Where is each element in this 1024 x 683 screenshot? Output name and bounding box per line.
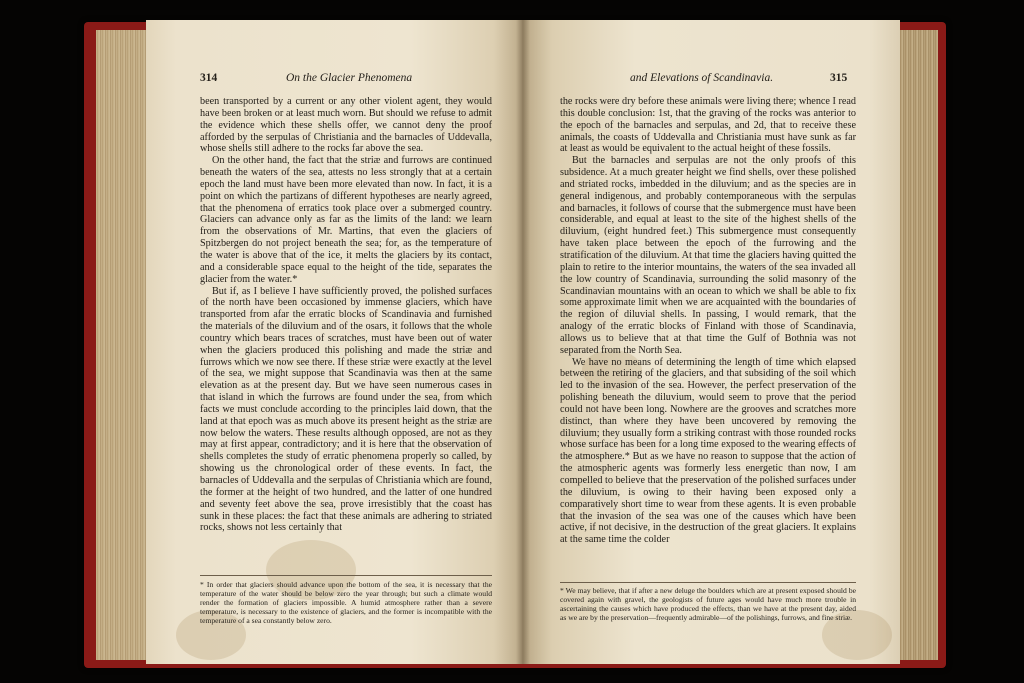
footnote-rule bbox=[200, 575, 492, 576]
page-number: 315 bbox=[830, 72, 848, 84]
paragraph: On the other hand, the fact that the striæ and furrows are continued beneath the waters of the sea, attests no less strongly that at a certain epoch the land must have been more elevated than now. In fact, it is a point on which the partizans of different hypotheses are nearly agreed, that the phenomena of erratics took place over a submerged country. Glaciers can advance only as far as the limits of the land: we learn from the observations of Mr. Martins, that even the glaciers of Spitzbergen do not project beneath the sea; for, as the temperature of the water is above that of the ice, it melts the glaciers by its contact, and a considerable space equal to the height of the tide, separates the glacier from the water.* bbox=[200, 155, 492, 285]
right-page bbox=[522, 20, 900, 664]
paragraph: We have no means of determining the length of time which elapsed between the retiring of the glaciers, and that subsiding of the soil which led to the invasion of the sea. However, the perfect preservation of the polishing beneath the diluvium, would seem to prove that the period could not have been long. Nowhere are the grooves and scratches more distinct, than where they have been uncovered by removing the diluvium; they usually form a striking contrast with those rounded rocks whose surface has been for a long time exposed to the wearing effects of the atmosphere.* But as we have no reason to suppose that the action of the atmospheric agents was formerly less energetic than now, I am compelled to believe that the preservation of the polished surfaces under the diluvium, is owing to their having been exposed only a comparatively short time to wear from these agents. It is even probable that the invasion of the sea was one of the causes which have been active, if not decisive, in the destruction of the great glaciers. It explains at the same time the colder bbox=[560, 356, 856, 546]
running-head: On the Glacier Phenomena bbox=[286, 72, 413, 84]
paragraph: But if, as I believe I have sufficiently proved, the polished surfaces of the north have been occasioned by immense glaciers, which have transported from afar the erratic blocks of Scandinavia and furnished the materials of the diluvium and of the osars, it follows that the whole country which bears traces of scratches, must have been out of water when the glaciers produced this polishing and made the striæ and furrows which we now see there. If these striæ were exactly at the level of the sea, we might suppose that Scandinavia was then at the same elevation as at the present day. But we have seen numerous cases in that island in which the furrows are found under the sea, from which facts we must conclude according to the principles laid down, that the land at that epoch was as much above its present height as the striæ are now below the waters. These results although opposed, are not as they may at first appear, contradictory; and it is here that the observation of shells completes the study of erratic phenomena properly so called, by showing us the chronological order of these events. In fact, the barnacles of Uddevalla and the serpulas of Christiania which are found, the former at the height of two hundred, and the latter of one hundred and seventy feet above the sea, prove irresistibly that the coast has sunk in these places: the fact that these animals are adhering to striated rocks, shows not less certainly that bbox=[200, 285, 492, 534]
paragraph: the rocks were dry before these animals were living there; whence I read this double conclusion: 1st, that the graving of the rocks was anterior to the epoch of the barnacles and serpulas, and 2d, that to receive these animals, the coasts of Uddevalla and Christiania must have sunk as far at least as would be equivalent to the actual height of these fossils. bbox=[560, 96, 856, 155]
page-edges-left bbox=[96, 30, 152, 660]
page-number: 314 bbox=[200, 72, 218, 84]
left-page-header bbox=[146, 72, 524, 88]
footnote: * We may believe, that if after a new deluge the boulders which are at present exposed should be covered again with gravel, the geologists of future ages would have much more trouble in ascertaining the causes which have produced the effects, than we have at the present day, aided as we are by the preservation—frequently admirable—of the polishings, furrows, and fine striæ. bbox=[560, 586, 856, 622]
running-head: and Elevations of Scandinavia. bbox=[630, 72, 774, 84]
left-page bbox=[146, 20, 524, 664]
book-gutter bbox=[516, 20, 530, 664]
footnote: * In order that glaciers should advance upon the bottom of the sea, it is necessary that the temperature of the water should be below zero the year through; but such a climate would render the formation of glaciers impossible. A humid atmosphere rather than a severe temperature, is necessary to the existence of glaciers, and the former is incompatible with the temperature of a sea constantly below zero. bbox=[200, 580, 492, 625]
paragraph: But the barnacles and serpulas are not the only proofs of this subsidence. At a much greater height we find shells, over these polished and striated rocks, imbedded in the diluvium; and as the species are in general indigenous, and probably contemporaneous with the serpulas and barnacles, it follows of course that the submergence must have been considerable, and equal at least to the site of the highest shells of the diluvium, (eight hundred feet.) This submergence must consequently have taken place between the epoch of the furrowing and the stratification of the diluvium. At that time the glaciers having quitted the plain to retire to the interior mountains, the waters of the sea invaded all the low country of Scandinavia, surrounding the solid masonry of the Scandinavian mountains with an ocean to which we shall be able to fix some approximate limit when we are acquainted with the boundaries of the region of diluvial shells. In passing, I would remark, that the analogy of the erratic blocks of Finland with those of Scandinavia, allows us to believe that at that time the Gulf of Bothnia was not separated from the North Sea. bbox=[560, 155, 856, 356]
right-page-body bbox=[560, 96, 856, 546]
page-edges-right bbox=[894, 30, 938, 660]
right-page-header bbox=[522, 72, 900, 88]
paragraph: been transported by a current or any other violent agent, they would have been broken or at least much worn. But should we refuse to admit the evidence which these shells offer, we cannot deny the proof afforded by the serpulas of Christiania and the barnacles of Uddevalla, whose shells still adhere to the rocks far above the sea. bbox=[200, 96, 492, 155]
footnote-rule bbox=[560, 582, 856, 583]
left-page-body bbox=[200, 96, 492, 534]
